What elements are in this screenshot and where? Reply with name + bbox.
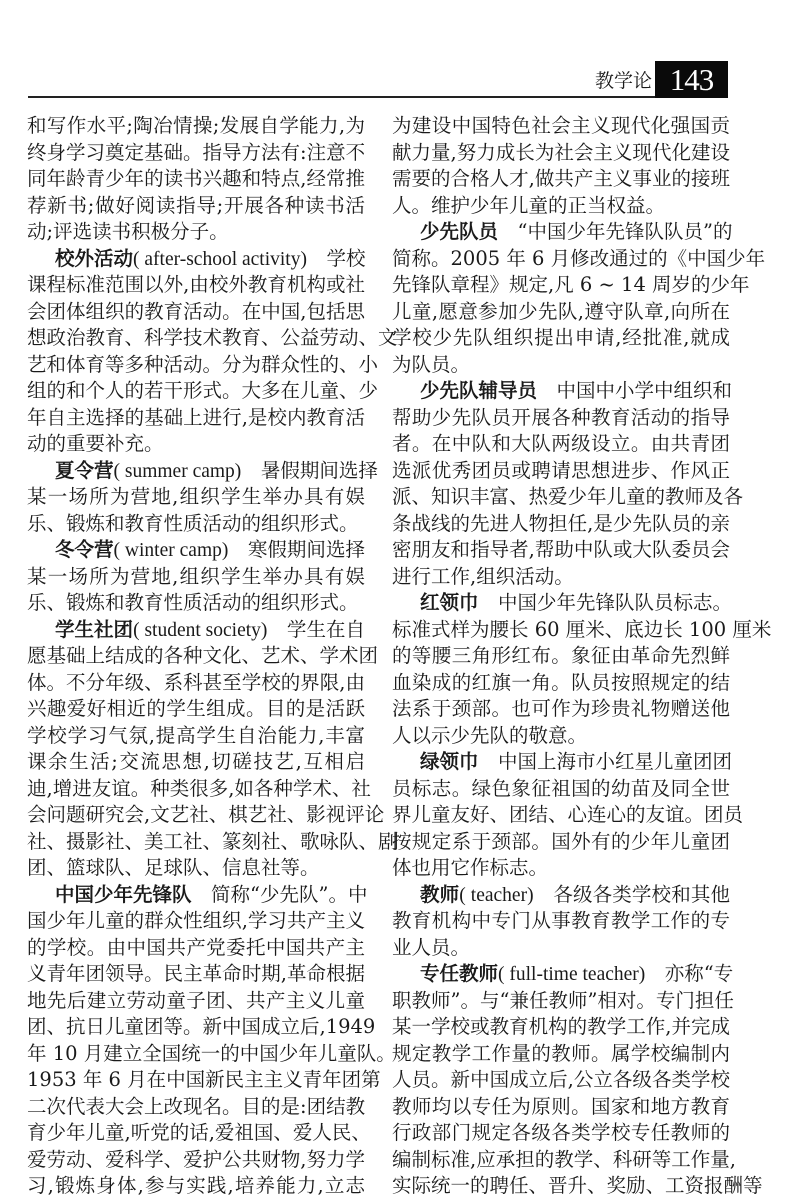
page-number: 143 <box>655 61 728 98</box>
line-text: 中国中小学中组织和 <box>537 379 733 402</box>
line-text: 终身学习奠定基础。指导方法有:注意不 <box>27 140 366 164</box>
line-text: 儿童,愿意参加少先队,遵守队章,向所在 <box>392 299 730 323</box>
entry-term: 红领巾 <box>420 591 479 614</box>
text-line <box>392 1147 736 1174</box>
text-line <box>392 643 730 670</box>
entry-heading-line <box>392 961 734 988</box>
line-text: 年自主选择的基础上进行,是校内教育活 <box>27 405 365 429</box>
line-text: 社、摄影社、美工社、篆刻社、歌咏队、剧 <box>27 829 398 853</box>
line-text: 各级各类学校和其他 <box>533 882 730 906</box>
line-text: 同年龄青少年的读书兴趣和特点,经常推 <box>27 167 365 190</box>
line-text: 先锋队章程》规定,凡 6 ~ 14 周岁的少年 <box>392 273 750 296</box>
text-line <box>27 1041 396 1068</box>
line-text: 某一学校或教育机构的教学工作,并完成 <box>392 1015 730 1038</box>
text-line <box>392 723 730 750</box>
text-line <box>27 1147 365 1174</box>
text-line <box>27 1014 376 1041</box>
line-text: 习,锻炼身体,参与实践,培养能力,立志 <box>27 1174 365 1197</box>
entry-heading-line <box>392 219 733 246</box>
text-line <box>392 352 730 379</box>
line-text: 乐、锻炼和教育性质活动的组织形式。 <box>27 591 359 614</box>
line-text: 地先后建立劳动童子团、共产主义儿童 <box>27 988 365 1012</box>
text-line <box>392 1094 730 1121</box>
line-text: 体也用它作标志。 <box>392 856 549 879</box>
line-text: 者。在中队和大队两级设立。由共青团 <box>392 432 730 455</box>
line-text: 实际统一的聘任、晋升、奖励、工资报酬等 <box>392 1174 763 1197</box>
header-rule <box>28 96 727 98</box>
line-text: 的等腰三角形红布。象征由革命先烈鲜 <box>392 644 730 667</box>
line-text: 国少年儿童的群众性组织,学习共产主义 <box>27 909 365 932</box>
entry-term: 中国少年先锋队 <box>55 882 192 906</box>
text-line <box>27 113 365 140</box>
right-column <box>392 113 772 1200</box>
line-text: 学生在自 <box>267 617 365 641</box>
text-line <box>27 643 379 670</box>
entry-english-term: ( student society) <box>133 619 268 641</box>
entry-english-term: ( summer camp) <box>113 460 242 482</box>
text-line <box>392 405 730 432</box>
line-text: 员标志。绿色象征祖国的幼苗及同全世 <box>392 776 730 800</box>
text-line <box>27 166 365 193</box>
text-line <box>27 219 365 246</box>
entry-term: 专任教师 <box>420 962 499 985</box>
entry-heading-line <box>27 882 368 909</box>
entry-english-term: ( after-school activity) <box>133 248 307 270</box>
entry-heading-line <box>392 882 730 909</box>
text-line <box>392 511 730 538</box>
line-text: 愿基础上结成的各种文化、艺术、学术团 <box>27 644 379 667</box>
entry-term: 少先队辅导员 <box>420 379 538 402</box>
left-column <box>27 113 398 1200</box>
text-line <box>392 908 730 935</box>
text-line <box>392 246 766 273</box>
text-line <box>27 749 365 776</box>
line-text: 动;评选读书积极分子。 <box>27 220 229 243</box>
line-text: 派、知识丰富、热爱少年儿童的教师及各 <box>392 485 744 508</box>
text-line <box>392 113 730 140</box>
line-text: 业人员。 <box>392 935 471 959</box>
text-line <box>27 696 365 723</box>
text-line <box>27 272 365 299</box>
line-text: 献力量,努力成长为社会主义现代化建设 <box>392 140 730 164</box>
entry-term: 校外活动 <box>55 246 134 270</box>
text-line <box>27 299 365 326</box>
text-line <box>392 299 730 326</box>
line-text: 法系于颈部。也可作为珍贵礼物赠送他 <box>392 697 730 720</box>
entry-term: 少先队员 <box>420 220 499 243</box>
text-line <box>27 405 365 432</box>
entry-heading-line <box>392 590 733 617</box>
line-text: 人以示少先队的敬意。 <box>392 723 588 747</box>
line-text: 为队员。 <box>392 352 471 376</box>
text-line <box>27 802 385 829</box>
line-text: 中国上海市小红星儿童团团 <box>478 750 733 773</box>
line-text: 暑假期间选择 <box>241 458 378 482</box>
text-line <box>392 484 744 511</box>
text-line <box>392 1014 730 1041</box>
line-text: 年 10 月建立全国统一的中国少年儿童队。 <box>27 1041 396 1065</box>
text-line <box>27 988 365 1015</box>
line-text: 密朋友和指导者,帮助中队或大队委员会 <box>392 538 730 561</box>
line-text: 想政治教育、科学技术教育、公益劳动、文 <box>27 326 398 349</box>
text-line <box>392 802 744 829</box>
text-line <box>392 617 772 644</box>
text-line <box>392 829 730 856</box>
text-line <box>27 961 365 988</box>
entry-heading-line <box>27 537 365 564</box>
text-line <box>392 458 730 485</box>
text-line <box>27 484 365 511</box>
line-text: 兴趣爱好相近的学生组成。目的是活跃 <box>27 697 365 720</box>
line-text: 标准式样为腰长 60 厘米、底边长 100 厘米 <box>392 617 772 641</box>
entry-term: 绿领巾 <box>420 750 479 773</box>
entry-english-term: ( winter camp) <box>113 540 229 561</box>
line-text: 简称“少先队”。中 <box>191 882 368 906</box>
text-line <box>392 193 730 220</box>
line-text: 团、抗日儿童团等。新中国成立后,1949 <box>27 1015 376 1038</box>
text-line <box>392 776 730 803</box>
entry-term: 学生社团 <box>55 617 134 641</box>
entry-english-term: ( teacher) <box>459 884 534 906</box>
text-line <box>27 431 365 458</box>
text-line <box>27 829 398 856</box>
text-line <box>392 537 730 564</box>
line-text: 动的重要补充。 <box>27 432 164 455</box>
line-text: 体。不分年级、系科甚至学校的界限,由 <box>27 670 365 694</box>
text-line <box>392 564 730 591</box>
text-line <box>27 352 379 379</box>
text-line <box>27 378 379 405</box>
text-line <box>392 1041 730 1068</box>
line-text: 选派优秀团员或聘请思想进步、作风正 <box>392 458 730 482</box>
running-title: 教学论 <box>594 70 652 92</box>
line-text: 教师均以专任为原则。国家和地方教育 <box>392 1094 730 1118</box>
line-text: 人员。新中国成立后,公立各级各类学校 <box>392 1068 730 1091</box>
entry-heading-line <box>27 246 365 273</box>
text-line <box>392 855 730 882</box>
text-line <box>392 1120 730 1147</box>
line-text: 人。维护少年儿童的正当权益。 <box>392 193 666 217</box>
line-text: 按规定系于颈部。国外有的少年儿童团 <box>392 829 730 853</box>
line-text: 荐新书;做好阅读指导;开展各种读书活 <box>27 193 365 217</box>
text-line <box>392 166 730 193</box>
line-text: 1953 年 6 月在中国新民主主义青年团第 <box>27 1068 381 1091</box>
text-line <box>392 935 730 962</box>
line-text: 义青年团领导。民主革命时期,革命根据 <box>27 962 365 985</box>
line-text: 团、篮球队、足球队、信息社等。 <box>27 856 320 879</box>
text-line <box>27 723 365 750</box>
entry-heading-line <box>27 617 365 644</box>
line-text: 教育机构中专门从事教育教学工作的专 <box>392 909 730 932</box>
entry-heading-line <box>27 458 378 485</box>
line-text: 某一场所为营地,组织学生举办具有娱 <box>27 485 365 508</box>
line-text: 迪,增进友谊。种类很多,如各种学术、社 <box>27 776 371 800</box>
line-text: 学校学习气氛,提高学生自治能力,丰富 <box>27 723 365 747</box>
text-line <box>27 564 365 591</box>
text-line <box>27 776 371 803</box>
text-line <box>27 511 365 538</box>
text-line <box>392 670 730 697</box>
line-text: 进行工作,组织活动。 <box>392 564 574 588</box>
line-text: 艺和体育等多种活动。分为群众性的、小 <box>27 352 379 376</box>
text-line <box>27 1120 371 1147</box>
text-line <box>392 1067 730 1094</box>
line-text: 组的和个人的若干形式。大多在儿童、少 <box>27 379 379 402</box>
line-text: 会问题研究会,文艺社、棋艺社、影视评论 <box>27 803 385 826</box>
entry-term: 夏令营 <box>55 458 114 482</box>
text-line <box>27 140 365 167</box>
text-line <box>392 696 730 723</box>
entry-term: 教师 <box>420 882 460 906</box>
text-line <box>27 855 365 882</box>
line-text: 条战线的先进人物担任,是少先队员的亲 <box>392 511 730 535</box>
line-text: 亦称“专 <box>645 962 734 985</box>
entry-heading-line <box>392 749 733 776</box>
text-line <box>27 590 365 617</box>
line-text: 课余生活;交流思想,切磋技艺,互相启 <box>27 750 365 773</box>
line-text: 行政部门规定各级各类学校专任教师的 <box>392 1121 730 1144</box>
text-line <box>392 140 730 167</box>
line-text: 和写作水平;陶冶情操;发展自学能力,为 <box>27 114 365 137</box>
line-text: 学校 <box>306 246 366 270</box>
text-line <box>392 988 734 1015</box>
text-line <box>392 325 730 352</box>
line-text: 育少年儿童,听党的话,爱祖国、爱人民、 <box>27 1121 371 1144</box>
line-text: 二次代表大会上改现名。目的是:团结教 <box>27 1094 366 1118</box>
line-text: 某一场所为营地,组织学生举办具有娱 <box>27 564 365 588</box>
text-line <box>392 272 750 299</box>
line-text: 课程标准范围以外,由校外教育机构或社 <box>27 273 365 296</box>
entry-term: 冬令营 <box>55 538 114 561</box>
text-line <box>392 1173 763 1200</box>
line-text: 中国少年先锋队队员标志。 <box>478 591 733 614</box>
line-text: 爱劳动、爱科学、爱护公共财物,努力学 <box>27 1147 365 1171</box>
text-line <box>27 908 365 935</box>
line-text: 为建设中国特色社会主义现代化强国贡 <box>392 114 730 137</box>
text-line <box>27 1173 365 1200</box>
line-text: 需要的合格人才,做共产主义事业的接班 <box>392 167 730 190</box>
line-text: “中国少年先锋队队员”的 <box>498 220 733 243</box>
line-text: 寒假期间选择 <box>228 538 365 561</box>
line-text: 简称。2005 年 6 月修改通过的《中国少年 <box>392 246 766 270</box>
text-line <box>27 935 365 962</box>
line-text: 帮助少先队员开展各种教育活动的指导 <box>392 405 730 429</box>
text-line <box>27 1094 365 1121</box>
line-text: 规定教学工作量的教师。属学校编制内 <box>392 1041 730 1065</box>
text-line <box>392 431 730 458</box>
line-text: 界儿童友好、团结、心连心的友谊。团员 <box>392 803 744 826</box>
line-text: 乐、锻炼和教育性质活动的组织形式。 <box>27 511 359 535</box>
line-text: 血染成的红旗一角。队员按照规定的结 <box>392 670 730 694</box>
line-text: 会团体组织的教育活动。在中国,包括思 <box>27 299 365 323</box>
entry-heading-line <box>392 378 733 405</box>
line-text: 学校少先队组织提出申请,经批准,就成 <box>392 326 730 349</box>
text-line <box>27 1067 381 1094</box>
line-text: 职教师”。与“兼任教师”相对。专门担任 <box>392 988 734 1012</box>
line-text: 编制标准,应承担的教学、科研等工作量, <box>392 1147 736 1171</box>
entry-english-term: ( full-time teacher) <box>498 964 646 985</box>
text-line <box>27 670 365 697</box>
text-line <box>27 325 398 352</box>
line-text: 的学校。由中国共产党委托中国共产主 <box>27 935 365 959</box>
text-line <box>27 193 365 220</box>
